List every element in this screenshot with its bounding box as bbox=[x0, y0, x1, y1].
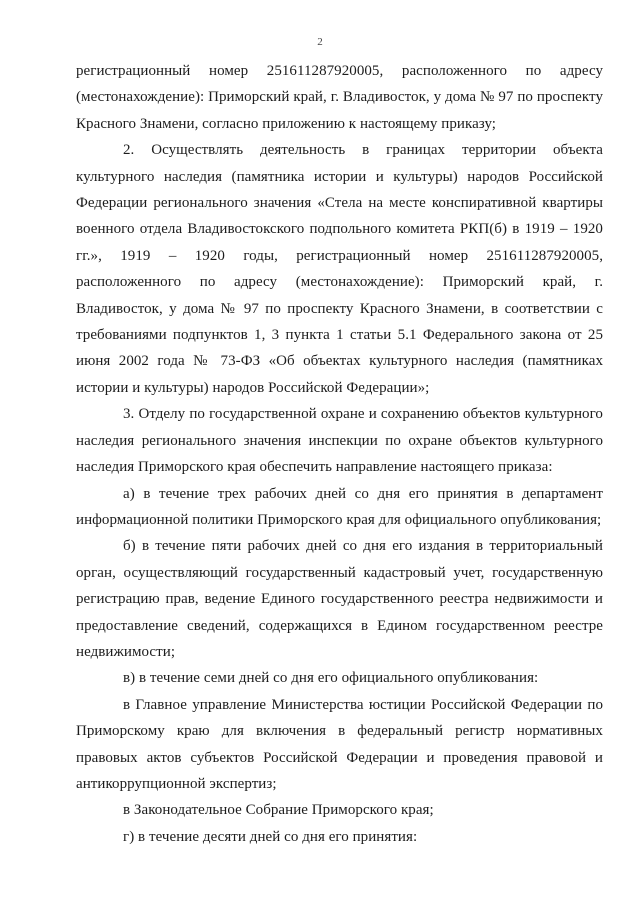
paragraph-legislative-assembly: в Законодательное Собрание Приморского края; bbox=[123, 802, 434, 819]
page-number: 2 bbox=[317, 36, 323, 48]
paragraph-ministry-justice: в Главное управление Министерства юстиции Российской Федерации по Приморскому краю для включения в федеральный регистр нормативных правовых актов субъектов Российской Федерации и проведения правовой и антикоррупционной экспертиз; bbox=[76, 696, 603, 792]
paragraph-subitem-v: в) в течение семи дней со дня его официального опубликования: bbox=[123, 670, 539, 687]
paragraph-address-continuation: регистрационный номер 251611287920005, расположенного по адресу (местонахождение): Приморский край, г. Владивосток, у дома № 97 по проспекту Красного Знамени, согласно приложению к настоящему приказу; bbox=[76, 63, 603, 132]
paragraph-subitem-a: а) в течение трех рабочих дней со дня его принятия в департамент информационной политики Приморского края для официального опубликования; bbox=[76, 485, 603, 528]
paragraph-subitem-g: г) в течение десяти дней со дня его принятия: bbox=[123, 828, 418, 845]
paragraph-item-2: 2. Осуществлять деятельность в границах территории объекта культурного наследия (памятника истории и культуры) народов Российской Федерации регионального значения «Стела на месте конспиративной квартиры военного отдела Владивостокского подпольного комитета РКП(б) в 1919 – 1920 гг.», 1919 – 1920 годы, регистрационный номер 251611287920005, расположенного по адресу (местонахождение): Приморский край, г. Владивосток, у дома № 97 по проспекту Красного Знамени, в соответствии с требованиями подпунктов 1, 3 пункта 1 статьи 5.1 Федерального закона от 25 июня 2002 года № 73-ФЗ «Об объектах культурного наследия (памятниках истории и культуры) народов Российской Федерации»; bbox=[76, 142, 603, 396]
document-body bbox=[76, 58, 603, 850]
paragraph-item-3: 3. Отделу по государственной охране и сохранению объектов культурного наследия регионального значения инспекции по охране объектов культурного наследия Приморского края обеспечить направление настоящего приказа: bbox=[76, 406, 603, 476]
paragraph-subitem-b: б) в течение пяти рабочих дней со дня его издания в территориальный орган, осуществляющий государственный кадастровый учет, государственную регистрацию прав, ведение Единого государственного реестра недвижимости и предоставление сведений, содержащихся в Едином государственном реестре недвижимости; bbox=[76, 538, 603, 660]
